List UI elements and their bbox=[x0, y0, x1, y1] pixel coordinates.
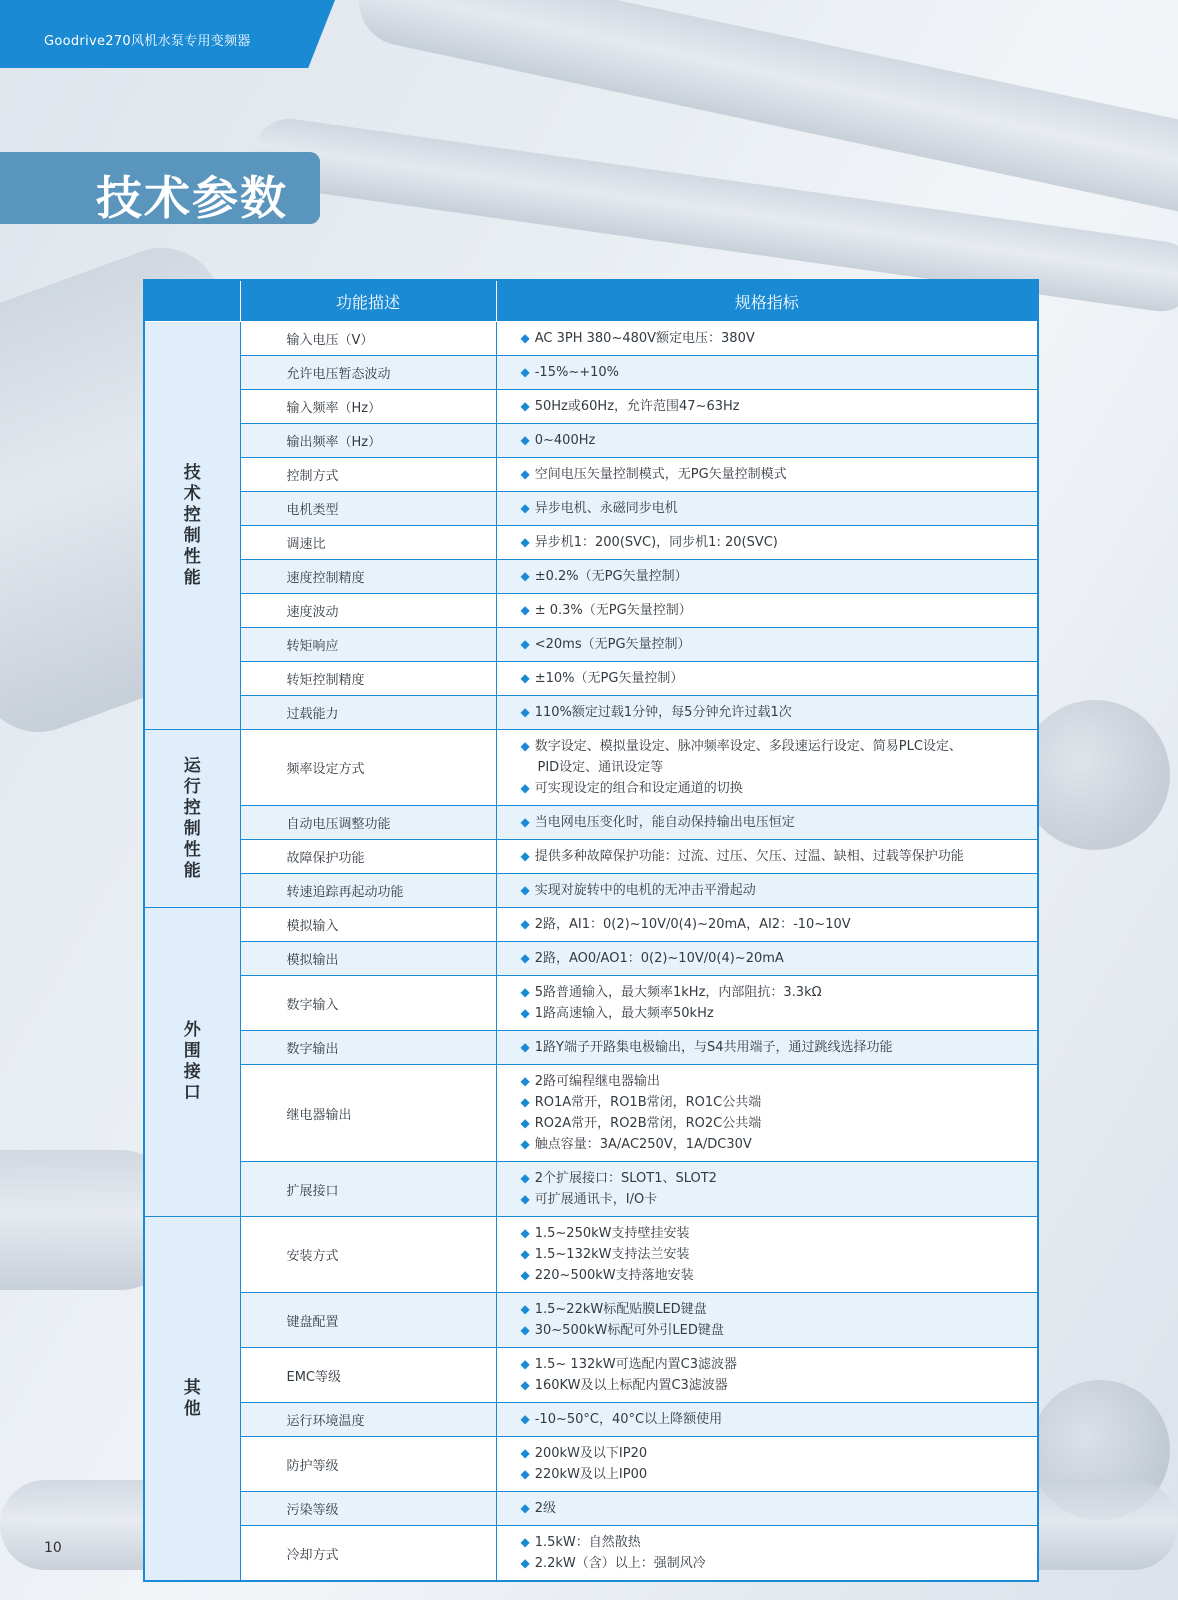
feature-cell: 转矩控制精度 bbox=[240, 662, 496, 696]
bullet-diamond-icon: ◆ bbox=[520, 815, 530, 829]
bullet-diamond-icon: ◆ bbox=[520, 1192, 530, 1206]
feature-cell: 速度波动 bbox=[240, 594, 496, 628]
feature-cell: 速度控制精度 bbox=[240, 560, 496, 594]
spec-text: 0~400Hz bbox=[534, 433, 596, 448]
bullet-diamond-icon: ◆ bbox=[520, 1535, 530, 1549]
spec-text: 2路可编程继电器输出 bbox=[534, 1074, 661, 1089]
category-label: 技术控制性能 bbox=[183, 462, 201, 588]
bullet-diamond-icon: ◆ bbox=[520, 1116, 530, 1130]
spec-line bbox=[521, 1299, 1032, 1320]
table-row bbox=[144, 390, 1038, 424]
spec-line bbox=[521, 1265, 1032, 1286]
spec-line bbox=[521, 1464, 1032, 1485]
feature-cell: 扩展接口 bbox=[240, 1162, 496, 1217]
spec-cell bbox=[496, 806, 1038, 840]
spec-cell bbox=[496, 1293, 1038, 1348]
feature-cell: 继电器输出 bbox=[240, 1065, 496, 1162]
table-header-spec: 规格指标 bbox=[496, 280, 1038, 322]
spec-text: 异步电机、永磁同步电机 bbox=[534, 501, 678, 516]
table-header-feature: 功能描述 bbox=[240, 280, 496, 322]
table-row bbox=[144, 840, 1038, 874]
spec-cell bbox=[496, 976, 1038, 1031]
table-row bbox=[144, 322, 1038, 356]
bullet-diamond-icon: ◆ bbox=[520, 569, 530, 583]
spec-line bbox=[521, 1320, 1032, 1341]
table-row bbox=[144, 696, 1038, 730]
spec-text: AC 3PH 380~480V额定电压：380V bbox=[534, 331, 755, 346]
table-row bbox=[144, 908, 1038, 942]
spec-line bbox=[521, 498, 1032, 519]
spec-line bbox=[521, 702, 1032, 723]
bullet-diamond-icon: ◆ bbox=[520, 781, 530, 795]
bullet-diamond-icon: ◆ bbox=[520, 917, 530, 931]
spec-line bbox=[521, 1223, 1032, 1244]
spec-line bbox=[521, 1168, 1032, 1189]
bullet-diamond-icon: ◆ bbox=[520, 637, 530, 651]
bullet-diamond-icon: ◆ bbox=[520, 1247, 530, 1261]
table-row bbox=[144, 458, 1038, 492]
table-row bbox=[144, 492, 1038, 526]
feature-cell: 安装方式 bbox=[240, 1217, 496, 1293]
spec-line bbox=[521, 396, 1032, 417]
spec-text: -15%~+10% bbox=[534, 365, 619, 380]
spec-text: 1.5~22kW标配贴膜LED键盘 bbox=[534, 1302, 707, 1317]
spec-line bbox=[521, 464, 1032, 485]
bullet-diamond-icon: ◆ bbox=[520, 1095, 530, 1109]
bullet-diamond-icon: ◆ bbox=[520, 1357, 530, 1371]
feature-cell: 允许电压暂态波动 bbox=[240, 356, 496, 390]
bullet-diamond-icon: ◆ bbox=[520, 1446, 530, 1460]
spec-text: 5路普通输入，最大频率1kHz，内部阻抗：3.3kΩ bbox=[534, 985, 822, 1000]
spec-line bbox=[521, 532, 1032, 553]
bullet-diamond-icon: ◆ bbox=[520, 739, 530, 753]
spec-cell bbox=[496, 1492, 1038, 1526]
spec-text: 1路高速输入，最大频率50kHz bbox=[534, 1006, 714, 1021]
spec-line bbox=[521, 812, 1032, 833]
spec-text: RO2A常开，RO2B常闭，RO2C公共端 bbox=[534, 1116, 762, 1131]
spec-table bbox=[143, 279, 1039, 1582]
feature-cell: 模拟输出 bbox=[240, 942, 496, 976]
bullet-diamond-icon: ◆ bbox=[520, 1074, 530, 1088]
table-row bbox=[144, 1437, 1038, 1492]
spec-line bbox=[521, 634, 1032, 655]
table-row bbox=[144, 594, 1038, 628]
spec-text: 实现对旋转中的电机的无冲击平滑起动 bbox=[534, 883, 756, 898]
spec-text: 200kW及以下IP20 bbox=[534, 1446, 648, 1461]
spec-text: ± 0.3%（无PG矢量控制） bbox=[534, 603, 692, 618]
spec-text: 1.5kW：自然散热 bbox=[534, 1535, 641, 1550]
spec-cell bbox=[496, 874, 1038, 908]
spec-line bbox=[521, 1532, 1032, 1553]
spec-cell bbox=[496, 908, 1038, 942]
spec-line bbox=[521, 736, 1032, 757]
category-label: 运行控制性能 bbox=[183, 755, 201, 881]
spec-text: 2路，AO0/AO1：0(2)~10V/0(4)~20mA bbox=[534, 951, 784, 966]
spec-cell bbox=[496, 1031, 1038, 1065]
spec-cell bbox=[496, 1526, 1038, 1582]
spec-line bbox=[521, 362, 1032, 383]
spec-text: 30~500kW标配可外引LED键盘 bbox=[534, 1323, 724, 1338]
bullet-diamond-icon: ◆ bbox=[520, 951, 530, 965]
bullet-diamond-icon: ◆ bbox=[520, 1040, 530, 1054]
spec-text: 1路Y端子开路集电极输出，与S4共用端子，通过跳线选择功能 bbox=[534, 1040, 893, 1055]
spec-cell bbox=[496, 840, 1038, 874]
feature-cell: 输入电压（V） bbox=[240, 322, 496, 356]
spec-text: 空间电压矢量控制模式，无PG矢量控制模式 bbox=[534, 467, 787, 482]
feature-cell: 控制方式 bbox=[240, 458, 496, 492]
table-header-blank bbox=[144, 280, 240, 322]
bullet-diamond-icon: ◆ bbox=[520, 603, 530, 617]
spec-cell bbox=[496, 628, 1038, 662]
spec-line bbox=[521, 1113, 1032, 1134]
category-label: 其他 bbox=[183, 1377, 201, 1419]
spec-cell bbox=[496, 662, 1038, 696]
spec-text: 当电网电压变化时，能自动保持输出电压恒定 bbox=[534, 815, 795, 830]
spec-cell bbox=[496, 1403, 1038, 1437]
spec-line bbox=[521, 880, 1032, 901]
spec-line bbox=[521, 757, 1032, 778]
spec-line bbox=[521, 668, 1032, 689]
table-row bbox=[144, 560, 1038, 594]
bullet-diamond-icon: ◆ bbox=[520, 849, 530, 863]
category-cell bbox=[144, 908, 240, 1217]
bullet-diamond-icon: ◆ bbox=[520, 1412, 530, 1426]
spec-line bbox=[521, 948, 1032, 969]
bullet-diamond-icon: ◆ bbox=[520, 535, 530, 549]
spec-cell bbox=[496, 356, 1038, 390]
spec-text: ±0.2%（无PG矢量控制） bbox=[534, 569, 688, 584]
spec-text: 数字设定、模拟量设定、脉冲频率设定、多段速运行设定、简易PLC设定、 bbox=[534, 739, 962, 754]
table-row bbox=[144, 526, 1038, 560]
bullet-diamond-icon: ◆ bbox=[520, 1006, 530, 1020]
spec-line bbox=[521, 1354, 1032, 1375]
feature-cell: 转速追踪再起动功能 bbox=[240, 874, 496, 908]
spec-cell bbox=[496, 560, 1038, 594]
table-row bbox=[144, 976, 1038, 1031]
bullet-diamond-icon: ◆ bbox=[520, 1137, 530, 1151]
feature-cell: 过载能力 bbox=[240, 696, 496, 730]
table-row bbox=[144, 1065, 1038, 1162]
spec-line bbox=[521, 778, 1032, 799]
spec-cell bbox=[496, 526, 1038, 560]
bullet-diamond-icon: ◆ bbox=[520, 1302, 530, 1316]
table-row bbox=[144, 1217, 1038, 1293]
spec-cell bbox=[496, 458, 1038, 492]
feature-cell: 输出频率（Hz） bbox=[240, 424, 496, 458]
spec-cell bbox=[496, 492, 1038, 526]
table-row bbox=[144, 1526, 1038, 1582]
spec-cell bbox=[496, 730, 1038, 806]
bullet-diamond-icon: ◆ bbox=[520, 705, 530, 719]
feature-cell: 运行环境温度 bbox=[240, 1403, 496, 1437]
spec-text: 1.5~ 132kW可选配内置C3滤波器 bbox=[534, 1357, 737, 1372]
table-row bbox=[144, 1293, 1038, 1348]
spec-text: 1.5~250kW支持壁挂安装 bbox=[534, 1226, 690, 1241]
table-row bbox=[144, 730, 1038, 806]
bullet-diamond-icon: ◆ bbox=[520, 1171, 530, 1185]
bullet-diamond-icon: ◆ bbox=[520, 883, 530, 897]
feature-cell: 键盘配置 bbox=[240, 1293, 496, 1348]
feature-cell: 故障保护功能 bbox=[240, 840, 496, 874]
bullet-diamond-icon: ◆ bbox=[520, 399, 530, 413]
spec-line bbox=[521, 1071, 1032, 1092]
spec-cell bbox=[496, 1162, 1038, 1217]
table-row bbox=[144, 874, 1038, 908]
bullet-diamond-icon: ◆ bbox=[520, 1226, 530, 1240]
bullet-diamond-icon: ◆ bbox=[520, 501, 530, 515]
feature-cell: 输入频率（Hz） bbox=[240, 390, 496, 424]
bullet-diamond-icon: ◆ bbox=[520, 1501, 530, 1515]
spec-line bbox=[521, 1498, 1032, 1519]
spec-line bbox=[521, 328, 1032, 349]
category-cell bbox=[144, 730, 240, 908]
spec-line bbox=[521, 430, 1032, 451]
spec-line bbox=[521, 1553, 1032, 1574]
table-row bbox=[144, 628, 1038, 662]
spec-text: -10~50°C，40°C以上降额使用 bbox=[534, 1412, 723, 1427]
spec-text: 220kW及以上IP00 bbox=[534, 1467, 648, 1482]
spec-line bbox=[521, 566, 1032, 587]
spec-line bbox=[521, 1375, 1032, 1396]
spec-text: 2路，AI1：0(2)~10V/0(4)~20mA，AI2：-10~10V bbox=[534, 917, 851, 932]
feature-cell: 电机类型 bbox=[240, 492, 496, 526]
category-cell bbox=[144, 1217, 240, 1582]
spec-text: 可扩展通讯卡，I/O卡 bbox=[534, 1192, 658, 1207]
spec-text: 2级 bbox=[534, 1501, 557, 1516]
spec-text: 160KW及以上标配内置C3滤波器 bbox=[534, 1378, 728, 1393]
category-cell bbox=[144, 322, 240, 730]
bullet-diamond-icon: ◆ bbox=[520, 467, 530, 481]
spec-cell bbox=[496, 594, 1038, 628]
spec-cell bbox=[496, 696, 1038, 730]
spec-cell bbox=[496, 390, 1038, 424]
spec-table-body bbox=[144, 322, 1038, 1582]
table-row bbox=[144, 942, 1038, 976]
spec-line bbox=[521, 846, 1032, 867]
spec-text: RO1A常开，RO1B常闭，RO1C公共端 bbox=[534, 1095, 762, 1110]
bullet-diamond-icon: ◆ bbox=[520, 671, 530, 685]
table-row bbox=[144, 1031, 1038, 1065]
spec-text: 110%额定过载1分钟，每5分钟允许过载1次 bbox=[534, 705, 792, 720]
table-row bbox=[144, 806, 1038, 840]
spec-text: 触点容量：3A/AC250V，1A/DC30V bbox=[534, 1137, 752, 1152]
feature-cell: 污染等级 bbox=[240, 1492, 496, 1526]
table-row bbox=[144, 1348, 1038, 1403]
spec-line bbox=[521, 1092, 1032, 1113]
spec-line bbox=[521, 1037, 1032, 1058]
spec-line bbox=[521, 1189, 1032, 1210]
feature-cell: 防护等级 bbox=[240, 1437, 496, 1492]
spec-cell bbox=[496, 1437, 1038, 1492]
product-name: Goodrive270风机水泵专用变频器 bbox=[44, 34, 251, 49]
feature-cell: 数字输出 bbox=[240, 1031, 496, 1065]
spec-cell bbox=[496, 1348, 1038, 1403]
spec-line bbox=[521, 1134, 1032, 1155]
bullet-diamond-icon: ◆ bbox=[520, 1556, 530, 1570]
bullet-diamond-icon: ◆ bbox=[520, 1323, 530, 1337]
feature-cell: 调速比 bbox=[240, 526, 496, 560]
spec-text: ±10%（无PG矢量控制） bbox=[534, 671, 684, 686]
table-row bbox=[144, 662, 1038, 696]
spec-text: 220~500kW支持落地安装 bbox=[534, 1268, 694, 1283]
feature-cell: 转矩响应 bbox=[240, 628, 496, 662]
table-row bbox=[144, 424, 1038, 458]
feature-cell: 模拟输入 bbox=[240, 908, 496, 942]
spec-cell bbox=[496, 1217, 1038, 1293]
spec-cell bbox=[496, 1065, 1038, 1162]
bullet-diamond-icon: ◆ bbox=[520, 433, 530, 447]
bullet-diamond-icon: ◆ bbox=[520, 331, 530, 345]
table-row bbox=[144, 1492, 1038, 1526]
feature-cell: 自动电压调整功能 bbox=[240, 806, 496, 840]
spec-line bbox=[521, 982, 1032, 1003]
spec-line bbox=[521, 1409, 1032, 1430]
bullet-diamond-icon: ◆ bbox=[520, 1268, 530, 1282]
bullet-diamond-icon: ◆ bbox=[520, 1378, 530, 1392]
page-title: 技术参数 bbox=[96, 171, 288, 225]
table-row bbox=[144, 1403, 1038, 1437]
spec-text: 2个扩展接口：SLOT1、SLOT2 bbox=[534, 1171, 717, 1186]
spec-cell bbox=[496, 424, 1038, 458]
table-row bbox=[144, 1162, 1038, 1217]
spec-text: 提供多种故障保护功能：过流、过压、欠压、过温、缺相、过载等保护功能 bbox=[534, 849, 964, 864]
spec-text: 2.2kW（含）以上：强制风冷 bbox=[534, 1556, 706, 1571]
spec-line bbox=[521, 914, 1032, 935]
spec-text: 1.5~132kW支持法兰安装 bbox=[534, 1247, 690, 1262]
spec-line bbox=[521, 1443, 1032, 1464]
spec-line bbox=[521, 600, 1032, 621]
page-number: 10 bbox=[44, 1540, 62, 1556]
spec-text: <20ms（无PG矢量控制） bbox=[534, 637, 691, 652]
bullet-diamond-icon: ◆ bbox=[520, 1467, 530, 1481]
feature-cell: EMC等级 bbox=[240, 1348, 496, 1403]
spec-text: PID设定、通讯设定等 bbox=[537, 760, 664, 775]
spec-text: 可实现设定的组合和设定通道的切换 bbox=[534, 781, 743, 796]
feature-cell: 数字输入 bbox=[240, 976, 496, 1031]
spec-line bbox=[521, 1003, 1032, 1024]
spec-line bbox=[521, 1244, 1032, 1265]
table-row bbox=[144, 356, 1038, 390]
spec-text: 异步机1：200(SVC)，同步机1: 20(SVC) bbox=[534, 535, 778, 550]
category-label: 外围接口 bbox=[183, 1020, 201, 1103]
feature-cell: 冷却方式 bbox=[240, 1526, 496, 1582]
feature-cell: 频率设定方式 bbox=[240, 730, 496, 806]
spec-text: 50Hz或60Hz，允许范围47~63Hz bbox=[534, 399, 740, 414]
bullet-diamond-icon: ◆ bbox=[520, 365, 530, 379]
bullet-diamond-icon: ◆ bbox=[520, 985, 530, 999]
spec-cell bbox=[496, 322, 1038, 356]
spec-cell bbox=[496, 942, 1038, 976]
